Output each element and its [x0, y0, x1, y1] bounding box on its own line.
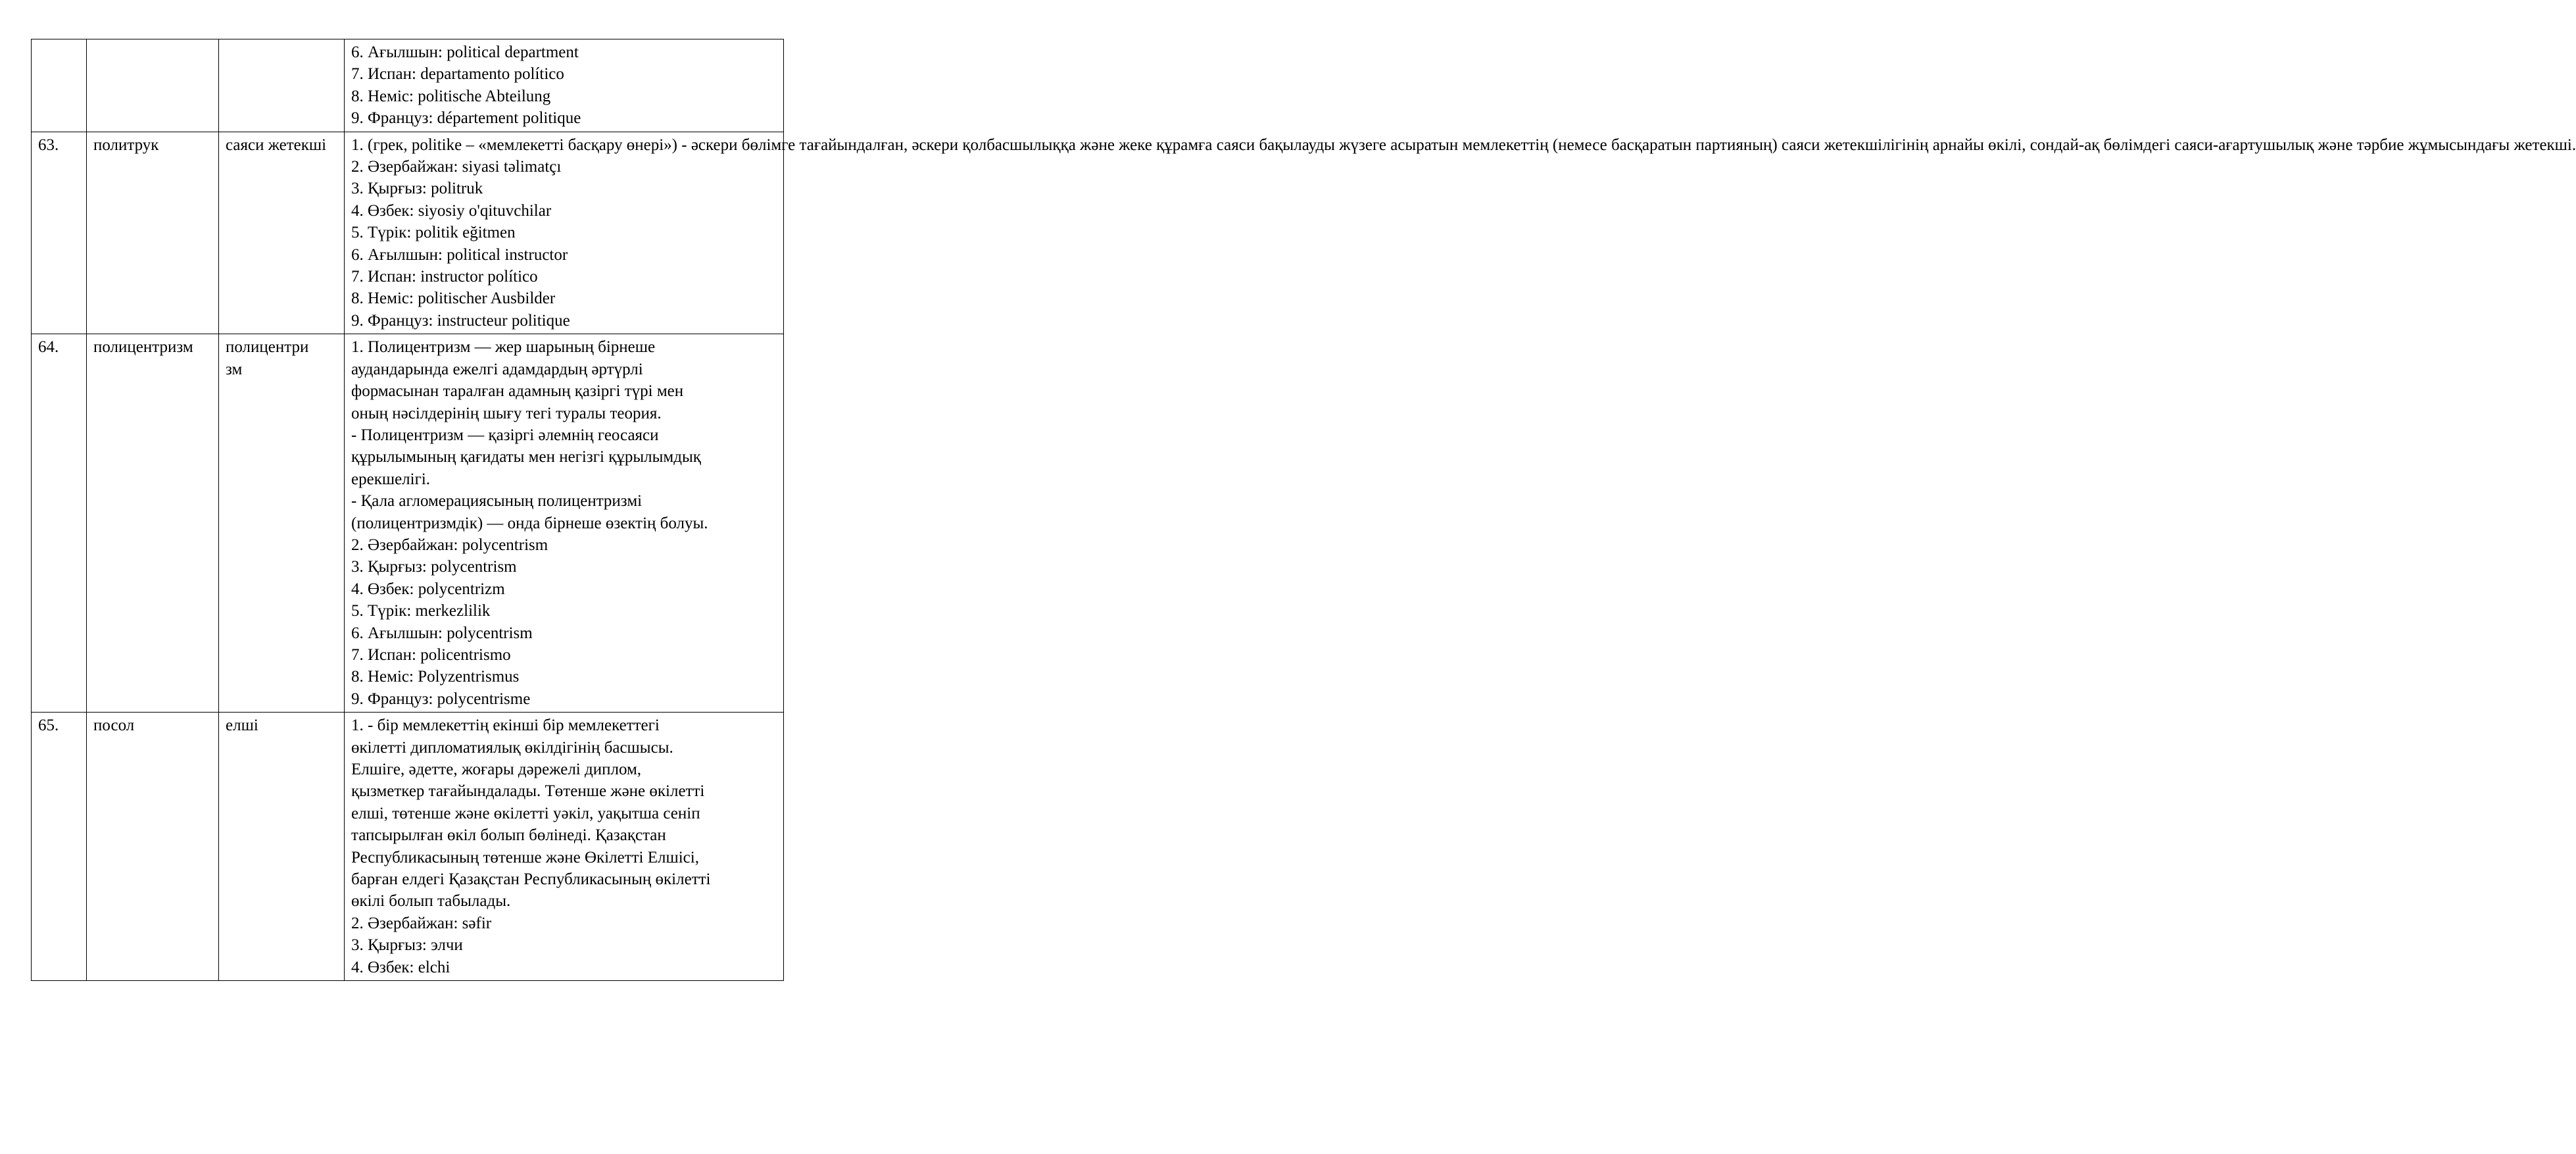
translation-line: 6. Ағылшын: political department [351, 43, 579, 61]
definition-cell [345, 713, 784, 981]
translation-line: 7. Испан: policentrismo [351, 645, 511, 664]
definition-line: 1. - бір мемлекеттің екінші бір мемлекеттегі [351, 716, 660, 735]
translation-line: 5. Түрік: politik eğitmen [351, 224, 516, 242]
russian-term: полицентризм [87, 334, 219, 713]
translation-line: 4. Өзбек: elchi [351, 958, 450, 976]
definition-text: 1. (грек, politike – «мемлекетті басқару өнері») - әскери бөлімге тағайындалған, әскери қолбасшылыққа және жеке құрамға саяси бақылауды жүзеге асыратын мемлекеттің (немесе басқаратын партияның) саяси жетекшілігінің арнайы өкілі, сондай-ақ бөлімдегі саяси-ағартушылық және тәрбие жұмысындағы жетекші. [351, 136, 2576, 154]
translation-line: 2. Әзербайжан: səfir [351, 914, 492, 932]
translation-line: 9. Француз: département politique [351, 109, 581, 128]
definition-line: формасынан таралған адамның қазіргі түрі мен [351, 382, 684, 401]
russian-term [87, 39, 219, 132]
russian-term: посол [87, 713, 219, 981]
definition-line: барған елдегі Қазақстан Республикасының өкілетті [351, 870, 711, 889]
definition-line: өкілі болып табылады. [351, 892, 511, 911]
translation-line: 4. Өзбек: siyosiy o'qituvchilar [351, 201, 552, 220]
translation-line: 8. Неміс: Polyzentrismus [351, 668, 520, 686]
table-row [32, 132, 784, 334]
translation-line: 8. Неміс: politischer Ausbilder [351, 289, 556, 308]
definition-line: - Қала агломерациясының полицентризмі [351, 492, 643, 511]
kazakh-term: елші [219, 713, 345, 981]
definition-line: оның нәсілдерінің шығу тегі туралы теория. [351, 404, 662, 422]
definition-line: Республикасының төтенше және Өкілетті Елшісі, [351, 848, 699, 866]
translation-line: 7. Испан: instructor político [351, 268, 538, 286]
glossary-table [31, 39, 2576, 981]
translation-line: 4. Өзбек: polycentrizm [351, 580, 505, 598]
translation-line: 3. Қырғыз: элчи [351, 936, 463, 955]
row-number: 64. [32, 334, 87, 713]
definition-line: Елшіге, әдетте, жоғары дәрежелі диплом, [351, 761, 642, 778]
kazakh-term: саяси жетекші [219, 132, 345, 334]
kazakh-term [219, 334, 345, 713]
definition-line: 1. Полицентризм — жер шарының бірнеше [351, 338, 656, 357]
definition-line: елші, төтенше және өкілетті уәкіл, уақытша сеніп [351, 804, 700, 822]
kazakh-term [219, 39, 345, 132]
definition-line: ерекшелігі. [351, 470, 431, 488]
kazakh-term-part: зм [226, 360, 243, 378]
definition-line: қызметкер тағайындалады. Төтенше және өкілетті [351, 782, 705, 801]
definition-cell [345, 39, 784, 132]
translation-line: 3. Қырғыз: politruk [351, 180, 483, 198]
translation-line: 6. Ағылшын: polycentrism [351, 624, 533, 642]
translation-line: 5. Түрік: merkezlilik [351, 602, 491, 620]
definition-cell [345, 132, 2576, 334]
definition-line: құрылымының қағидаты мен негізгі құрылымдық [351, 448, 701, 466]
translation-line: 7. Испан: departamento político [351, 65, 564, 84]
row-number: 63. [32, 132, 87, 334]
definition-cell [345, 334, 784, 713]
table-row [32, 334, 784, 713]
definition-line: - Полицентризм — қазіргі әлемнің геосаяси [351, 426, 659, 444]
translation-line: 2. Әзербайжан: polycentrism [351, 536, 548, 554]
kazakh-term-part: полицентри [226, 338, 309, 357]
row-number: 65. [32, 713, 87, 981]
definition-line: өкілетті дипломатиялық өкілдігінің басшысы. [351, 738, 673, 757]
table-row [32, 39, 784, 132]
definition-line: тапсырылған өкіл болып бөлінеді. Қазақстан [351, 826, 666, 845]
translation-line: 2. Әзербайжан: siyasi təlimatçı [351, 158, 562, 176]
translation-line: 9. Француз: instructeur politique [351, 311, 570, 330]
translation-line: 6. Ағылшын: political instructor [351, 245, 568, 264]
translation-line: 9. Француз: polycentrisme [351, 690, 531, 708]
translation-line: 8. Неміс: politische Abteilung [351, 87, 551, 105]
table-row [32, 713, 784, 981]
definition-line: аудандарында ежелгі адамдардың әртүрлі [351, 360, 643, 378]
row-number [32, 39, 87, 132]
translation-line: 3. Қырғыз: polycentrism [351, 558, 517, 576]
russian-term: политрук [87, 132, 219, 334]
definition-line: (полицентризмдік) — онда бірнеше өзектің болуы. [351, 514, 708, 532]
